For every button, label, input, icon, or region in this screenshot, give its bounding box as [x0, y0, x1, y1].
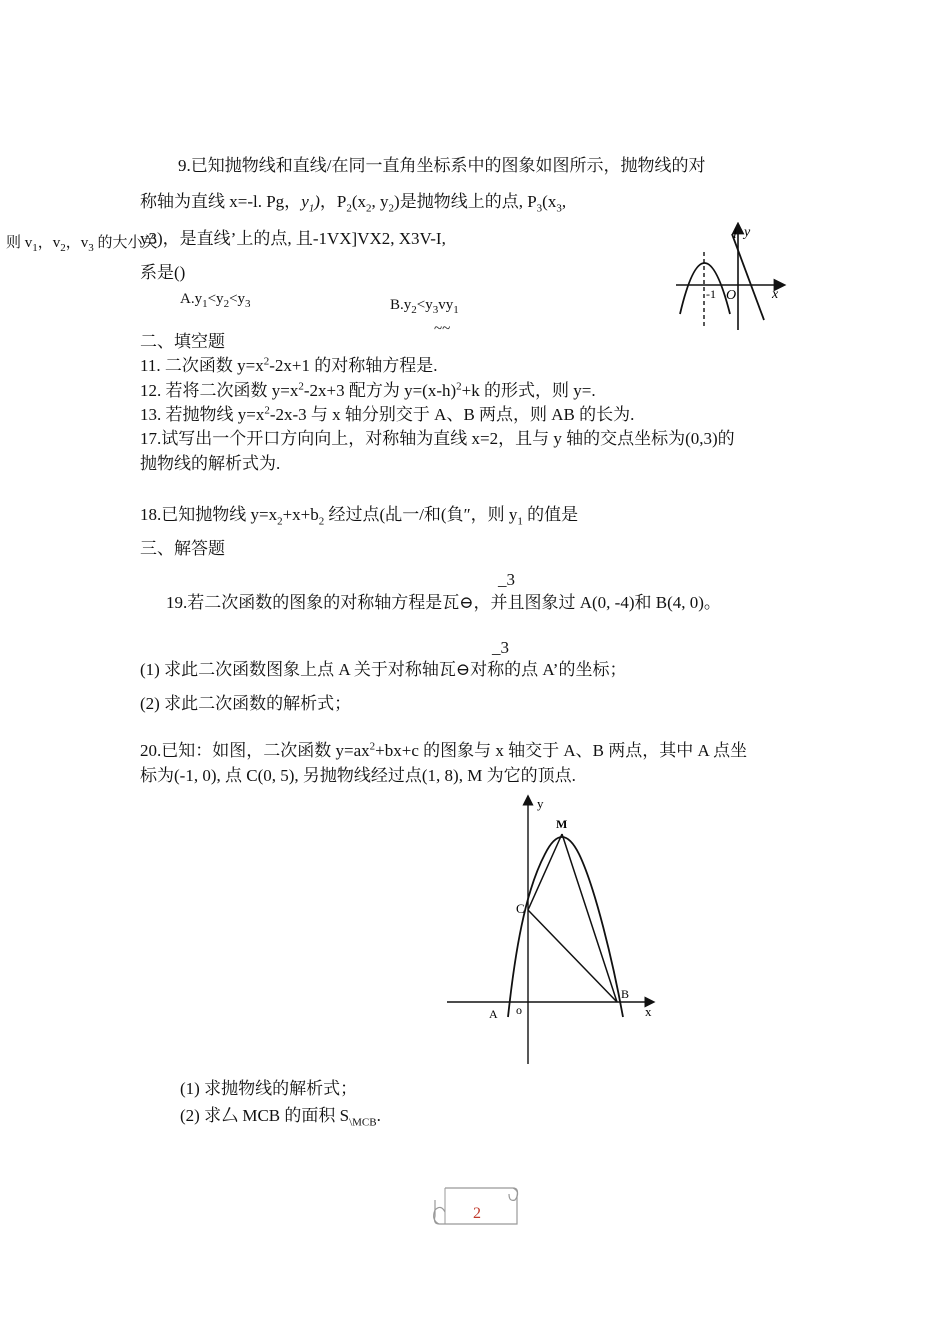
page-number-scroll-icon [425, 1180, 525, 1232]
q20-line2: 标为(-1, 0), 点 C(0, 5), 另抛物线经过点(1, 8), M 为它的顶点. [140, 766, 576, 785]
label-origin: o [516, 1003, 522, 1017]
q9-line1: 9.已知抛物线和直线/在同一直角坐标系中的图象如图所示，抛物线的对 [178, 156, 706, 175]
q9-option-b: $B.y_2<y_3vy_1$ [390, 297, 459, 316]
q9-line3: y3)，是直线’上的点, 且-1VX]VX2, X3V-I, [140, 229, 446, 248]
q17-line2: 抛物线的解析式为. [140, 454, 281, 473]
q18: 18.已知抛物线 $y=x_2+x+b_2$ 经过点(乩一/和(負″，则 $y_1$ 的值是 [140, 505, 579, 528]
label-x: x [772, 287, 779, 302]
section3-title: 三、解答题 [140, 539, 225, 558]
parabola [680, 263, 730, 314]
label-x: x [645, 1004, 652, 1019]
segment-mb [562, 834, 617, 1002]
q19-fraction: _3 [498, 570, 515, 589]
q19-fraction-2: _3 [492, 638, 509, 657]
scan-artifact-mark: ~~ [434, 321, 451, 337]
q20-graph [445, 792, 660, 1070]
label-a: A [489, 1007, 498, 1021]
label-origin: O [726, 288, 737, 303]
q12: 12. 若将二次函数 $y=x^2-2x+3$ 配方为 $y=(x-h)^2+k$ 的形式，则 y=. [140, 380, 596, 400]
page-number: 2 [473, 1205, 481, 1222]
label-b: B [621, 987, 630, 1001]
q9-line4: 系是() [140, 263, 186, 282]
q9-option-a: $A.y_1<y_2<y_3$ [180, 291, 251, 310]
q20-part2: (2) 求厶 MCB 的面积 $S_{\backslash MCB}$. [180, 1106, 381, 1129]
q11: 11. 二次函数 $y=x^2-2x+1$ 的对称轴方程是. [140, 355, 438, 375]
label-y: y [744, 225, 751, 240]
q9-line2: 称轴为直线 x=-l. Pg，$y_1$)，$P_2(x_2$, $y_2$)是抛物线上的点, $P_3(x_3$, [140, 192, 567, 215]
q20-part1: (1) 求抛物线的解析式； [180, 1079, 358, 1098]
section2-title: 二、填空题 [140, 332, 225, 351]
label-l: l [733, 227, 737, 242]
q19-part2: (2) 求此二次函数的解析式； [140, 694, 352, 713]
q19-part1: (1) 求此二次函数图象上点 A 关于对称轴瓦⊖对称的点 A’的坐标； [140, 660, 627, 679]
q20-line1: 20.已知：如图，二次函数 $y=ax^2+bx+c$ 的图象与 x 轴交于 A、B 两点，其中 A 点坐 [140, 740, 748, 760]
label-neg1: -1 [706, 287, 716, 301]
line-l [732, 234, 764, 320]
segment-cm [528, 834, 562, 910]
segment-cb [528, 910, 617, 1002]
label-c: C [516, 901, 525, 916]
q13: 13. 若抛物线 $y=x^2-2x-3$ 与 x 轴分别交于 A、B 两点，则 AB 的长为. [140, 404, 635, 424]
q17-line1: 17.试写出一个开口方向向上，对称轴为直线 x=2，且与 y 轴的交点坐标为(0,3)的 [140, 429, 735, 448]
q19: 19.若二次函数的图象的对称轴方程是瓦⊖，并且图象过 A(0, -4)和 B(4, 0)。 [166, 593, 721, 612]
q9-graph [672, 222, 790, 334]
label-y: y [537, 796, 544, 811]
label-m: M [556, 817, 568, 831]
q9-line3-left: 则 $v_1$，$v_2$，$v_3$ 的大小关 [6, 235, 158, 254]
